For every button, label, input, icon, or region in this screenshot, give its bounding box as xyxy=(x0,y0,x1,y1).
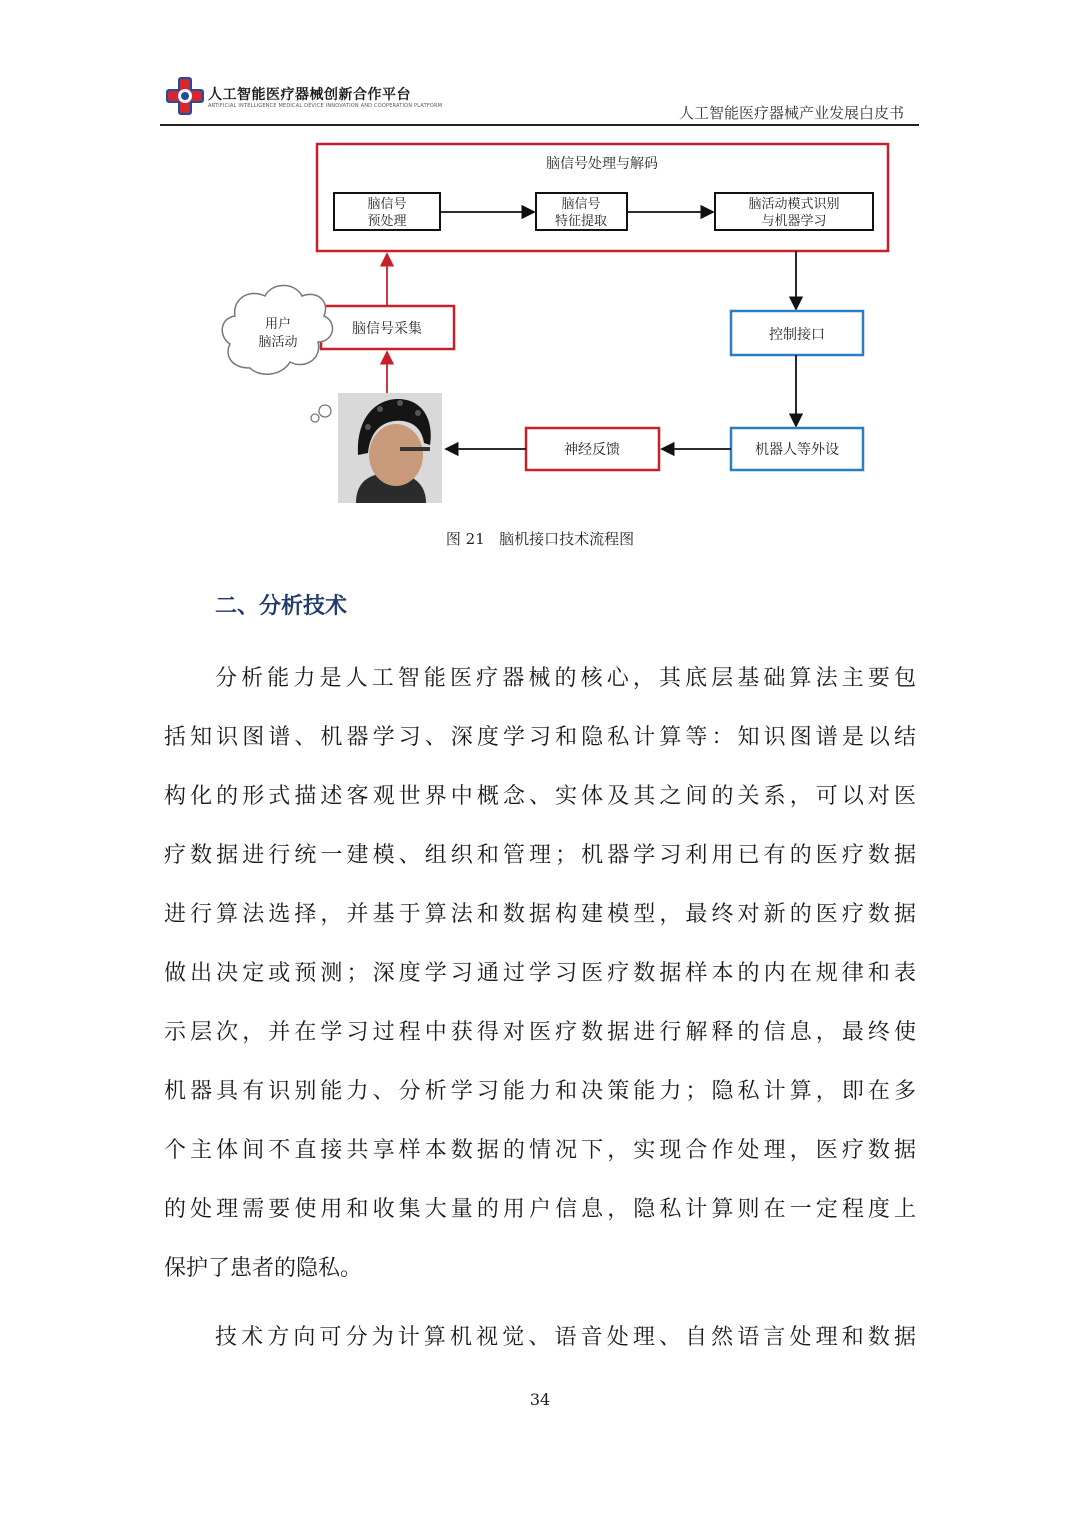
paragraph-line: 疗数据进行统一建模、组织和管理；机器学习利用已有的医疗数据 xyxy=(164,843,916,868)
paragraph-line: 构化的形式描述客观世界中概念、实体及其之间的关系，可以对医 xyxy=(164,784,916,809)
feature-label-1: 脑信号 xyxy=(561,197,601,212)
paragraph-line: 技术方向可分为计算机视觉、语音处理、自然语言处理和数据 xyxy=(215,1325,916,1350)
feedback-label: 神经反馈 xyxy=(564,442,620,458)
header-rule xyxy=(160,124,919,126)
paragraph-line: 保护了患者的隐私。 xyxy=(164,1256,363,1281)
platform-logo-icon xyxy=(163,74,207,118)
paragraph-line: 进行算法选择，并基于算法和数据构建模型，最终对新的医疗数据 xyxy=(164,902,916,927)
acquisition-label: 脑信号采集 xyxy=(352,321,422,337)
thought-cloud-icon xyxy=(222,286,332,423)
pattern-label-1: 脑活动模式识别 xyxy=(748,197,840,212)
paragraph-line: 括知识图谱、机器学习、深度学习和隐私计算等：知识图谱是以结 xyxy=(164,725,916,750)
paragraph-line: 个主体间不直接共享样本数据的情况下，实现合作处理，医疗数据 xyxy=(164,1138,916,1163)
control-label: 控制接口 xyxy=(769,327,825,343)
section-heading: 二、分析技术 xyxy=(215,594,348,619)
figure-caption: 图 21 脑机接口技术流程图 xyxy=(445,530,635,548)
processing-group-title: 脑信号处理与解码 xyxy=(546,156,658,172)
document-title: 人工智能医疗器械产业发展白皮书 xyxy=(678,104,904,122)
paragraph-line: 机器具有识别能力、分析学习能力和决策能力；隐私计算，即在多 xyxy=(164,1079,916,1104)
preprocess-label-2: 预处理 xyxy=(367,214,407,229)
cloud-label-2: 脑活动 xyxy=(258,335,298,350)
paragraph-line: 的处理需要使用和收集大量的用户信息，隐私计算则在一定程度上 xyxy=(164,1197,916,1222)
org-name: 人工智能医疗器械创新合作平台 xyxy=(208,87,411,103)
bci-flow-diagram xyxy=(210,136,910,512)
paragraph-line: 做出决定或预测；深度学习通过学习医疗数据样本的内在规律和表 xyxy=(164,961,916,986)
org-subtitle: ARTIFICIAL INTELLIGENCE MEDICAL DEVICE INNOVATION AND COOPERATION PLATFORM xyxy=(208,103,443,109)
page-number: 34 xyxy=(529,1390,551,1409)
paragraph-line: 分析能力是人工智能医疗器械的核心，其底层基础算法主要包 xyxy=(215,666,916,691)
robot-label: 机器人等外设 xyxy=(755,442,839,458)
preprocess-label-1: 脑信号 xyxy=(367,197,407,212)
user-eeg-photo xyxy=(338,393,442,503)
paragraph-line: 示层次，并在学习过程中获得对医疗数据进行解释的信息，最终使 xyxy=(164,1020,916,1045)
pattern-label-2: 与机器学习 xyxy=(761,214,827,229)
feature-label-2: 特征提取 xyxy=(554,214,608,229)
cloud-label-1: 用户 xyxy=(264,317,292,332)
